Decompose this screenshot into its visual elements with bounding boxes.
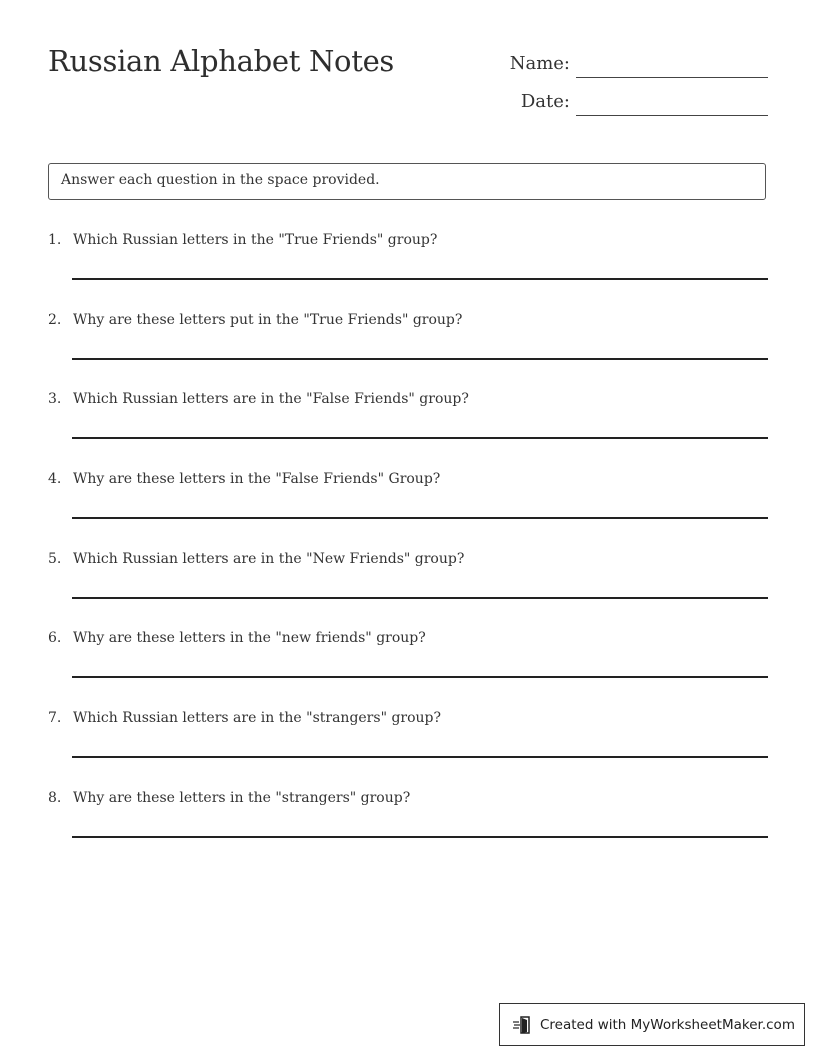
question-number: 2. bbox=[48, 312, 62, 328]
name-label: Name: bbox=[509, 53, 570, 74]
answer-line[interactable] bbox=[72, 597, 768, 599]
instructions-box: Answer each question in the space provided. bbox=[48, 163, 766, 200]
question-item bbox=[48, 312, 768, 372]
question-number: 4. bbox=[48, 471, 62, 487]
question-text: Why are these letters in the "new friends" group? bbox=[73, 630, 426, 646]
date-field-row bbox=[470, 86, 768, 116]
date-field[interactable] bbox=[576, 115, 768, 116]
question-item bbox=[48, 710, 768, 770]
footer-label: Created with MyWorksheetMaker.com bbox=[540, 1016, 795, 1033]
question-text: Why are these letters put in the "True Friends" group? bbox=[73, 312, 463, 328]
question-item bbox=[48, 630, 768, 690]
question-number: 3. bbox=[48, 391, 62, 407]
question-number: 8. bbox=[48, 790, 62, 806]
question-number: 5. bbox=[48, 551, 62, 567]
question-text: Which Russian letters are in the "New Friends" group? bbox=[73, 551, 465, 567]
name-field[interactable] bbox=[576, 77, 768, 78]
question-number: 6. bbox=[48, 630, 62, 646]
answer-line[interactable] bbox=[72, 676, 768, 678]
question-number: 1. bbox=[48, 232, 62, 248]
door-runner-icon bbox=[512, 1015, 532, 1035]
question-item bbox=[48, 391, 768, 451]
question-text: Why are these letters in the "False Friends" Group? bbox=[73, 471, 441, 487]
question-item bbox=[48, 471, 768, 531]
answer-line[interactable] bbox=[72, 278, 768, 280]
question-text: Why are these letters in the "strangers" group? bbox=[73, 790, 411, 806]
page-title: Russian Alphabet Notes bbox=[48, 44, 395, 78]
question-text: Which Russian letters are in the "False Friends" group? bbox=[73, 391, 469, 407]
question-text: Which Russian letters are in the "strangers" group? bbox=[73, 710, 442, 726]
answer-line[interactable] bbox=[72, 756, 768, 758]
question-item bbox=[48, 790, 768, 850]
answer-line[interactable] bbox=[72, 517, 768, 519]
question-number: 7. bbox=[48, 710, 62, 726]
question-item bbox=[48, 551, 768, 611]
question-item bbox=[48, 232, 768, 292]
answer-line[interactable] bbox=[72, 358, 768, 360]
footer-badge[interactable] bbox=[499, 1003, 805, 1046]
date-label: Date: bbox=[520, 91, 570, 112]
answer-line[interactable] bbox=[72, 836, 768, 838]
name-field-row bbox=[470, 48, 768, 78]
question-text: Which Russian letters in the "True Friends" group? bbox=[73, 232, 438, 248]
answer-line[interactable] bbox=[72, 437, 768, 439]
